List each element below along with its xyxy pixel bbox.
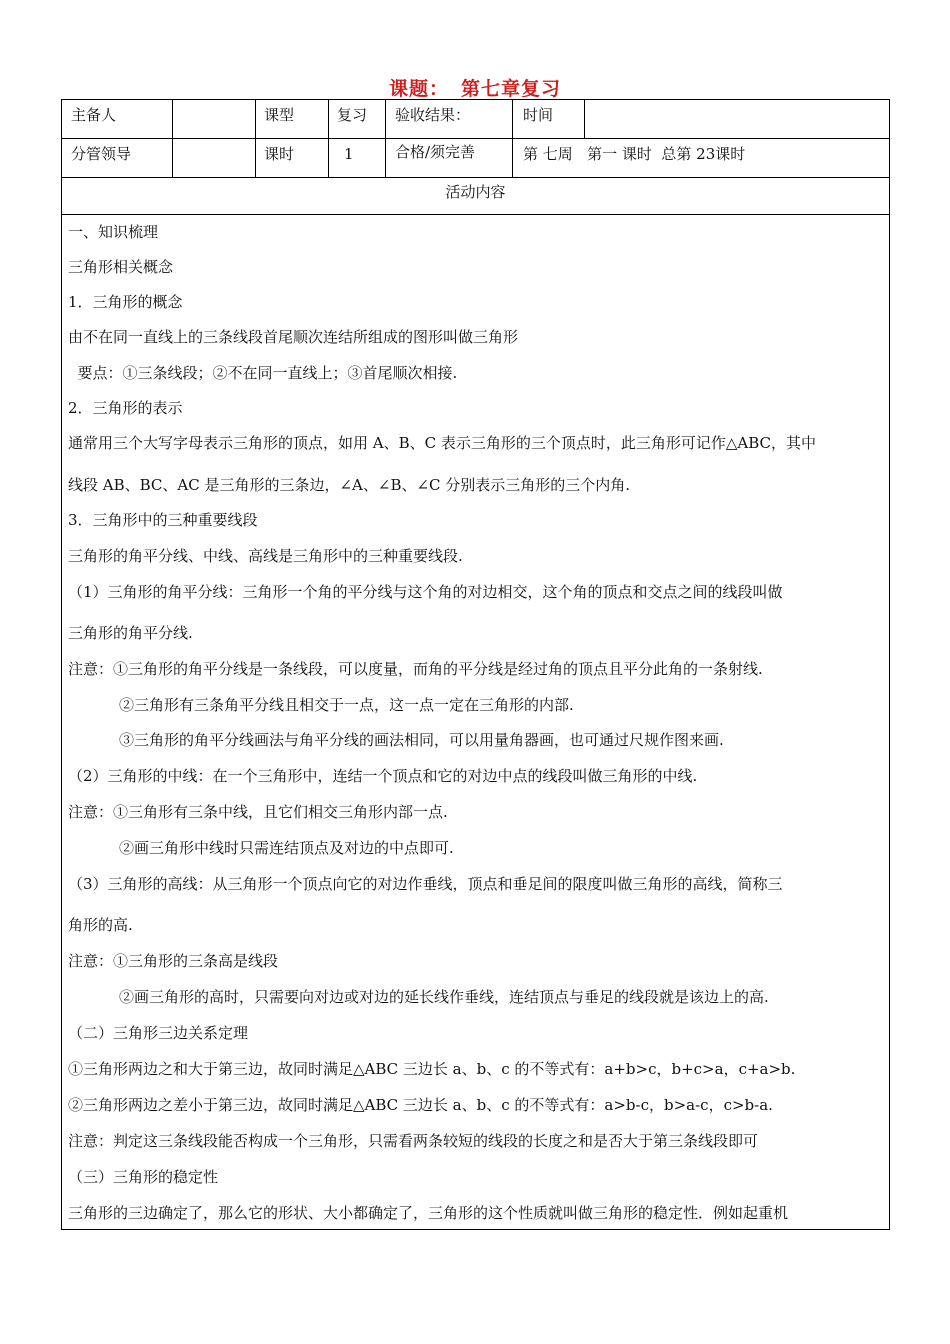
note-text: ②画三角形中线时只需连结顶点及对边的中点即可. [119, 839, 454, 857]
col-divider [584, 100, 585, 138]
subsection-heading: 三角形相关概念 [68, 258, 174, 276]
col-divider [328, 100, 329, 177]
section-heading: 一、知识梳理 [68, 223, 159, 241]
acceptance-value: 合格/须完善 [395, 143, 476, 161]
title-main: 第七章复习 [461, 78, 562, 100]
body-text: 三角形的角平分线. [68, 624, 193, 642]
class-hours-label: 课时 [264, 145, 295, 163]
body-text: ①三角形两边之和大于第三边，故同时满足△ABC 三边长 a、b、c 的不等式有：a+b>c，b+c>a，c+a>b. [68, 1060, 796, 1078]
lesson-type-label: 课型 [264, 106, 295, 124]
body-text: 要点：①三条线段；②不在同一直线上；③首尾顺次相接. [68, 364, 458, 382]
note-text: 注意：①三角形的角平分线是一条线段，可以度量，而角的平分线是经过角的顶点且平分此角的一条射线. [68, 660, 763, 678]
lesson-type-value: 复习 [337, 106, 368, 124]
point-heading: 2．三角形的表示 [68, 399, 183, 417]
row-divider [62, 177, 889, 178]
activity-content-heading: 活动内容 [445, 183, 506, 201]
note-text: ②三角形有三条角平分线且相交于一点，这一点一定在三角形的内部. [119, 696, 574, 714]
lesson-plan-table [61, 99, 890, 1230]
col-divider [385, 100, 386, 177]
body-text: 三角形的三边确定了，那么它的形状、大小都确定了，三角形的这个性质就叫做三角形的稳定性．例如起重机 [68, 1204, 789, 1222]
class-hours-value: 1 [344, 145, 354, 163]
title-prefix: 课题： [388, 78, 449, 100]
note-text: 注意：①三角形的三条高是线段 [68, 952, 279, 970]
row-divider [62, 214, 889, 215]
point-heading: 3．三角形中的三种重要线段 [68, 511, 258, 529]
col-divider [255, 100, 256, 177]
subsection-heading: （二）三角形三边关系定理 [68, 1024, 249, 1042]
note-text: 注意：判定这三条线段能否构成一个三角形，只需看两条较短的线段的长度之和是否大于第三条线段即可 [68, 1132, 759, 1150]
col-divider [172, 100, 173, 177]
preparer-label: 主备人 [71, 106, 117, 124]
point-heading: 1．三角形的概念 [68, 293, 183, 311]
schedule-text: 第 七周 第一 课时 总第 23课时 [523, 145, 746, 163]
body-text: （3）三角形的高线：从三角形一个顶点向它的对边作垂线，顶点和垂足间的限度叫做三角形的高线，简称三 [68, 875, 783, 893]
note-text: ③三角形的角平分线画法与角平分线的画法相同，可以用量角器画，也可通过尺规作图来画. [119, 731, 724, 749]
body-text: 角形的高. [68, 916, 133, 934]
body-text: 通常用三个大写字母表示三角形的顶点，如用 A、B、C 表示三角形的三个顶点时，此三角形可记作△ABC，其中 [68, 434, 817, 452]
body-text: 由不在同一直线上的三条线段首尾顺次连结所组成的图形叫做三角形 [68, 328, 519, 346]
note-text: 注意：①三角形有三条中线，且它们相交三角形内部一点. [68, 803, 448, 821]
row-divider [62, 138, 889, 139]
document-title [0, 74, 950, 101]
body-text: （1）三角形的角平分线：三角形一个角的平分线与这个角的对边相交，这个角的顶点和交点之间的线段叫做 [68, 583, 783, 601]
col-divider [512, 100, 513, 177]
leader-label: 分管领导 [71, 145, 132, 163]
note-text: ②画三角形的高时，只需要向对边或对边的延长线作垂线，连结顶点与垂足的线段就是该边上的高. [119, 988, 769, 1006]
body-text: ②三角形两边之差小于第三边，故同时满足△ABC 三边长 a、b、c 的不等式有：a>b-c，b>a-c，c>b-a. [68, 1096, 773, 1114]
body-text: 线段 AB、BC、AC 是三角形的三条边，∠A、∠B、∠C 分别表示三角形的三个内角. [68, 476, 631, 494]
body-text: （2）三角形的中线：在一个三角形中，连结一个顶点和它的对边中点的线段叫做三角形的中线. [68, 767, 698, 785]
time-label: 时间 [523, 106, 554, 124]
acceptance-label: 验收结果： [395, 106, 471, 124]
subsection-heading: （三）三角形的稳定性 [68, 1168, 219, 1186]
body-text: 三角形的角平分线、中线、高线是三角形中的三种重要线段. [68, 547, 463, 565]
